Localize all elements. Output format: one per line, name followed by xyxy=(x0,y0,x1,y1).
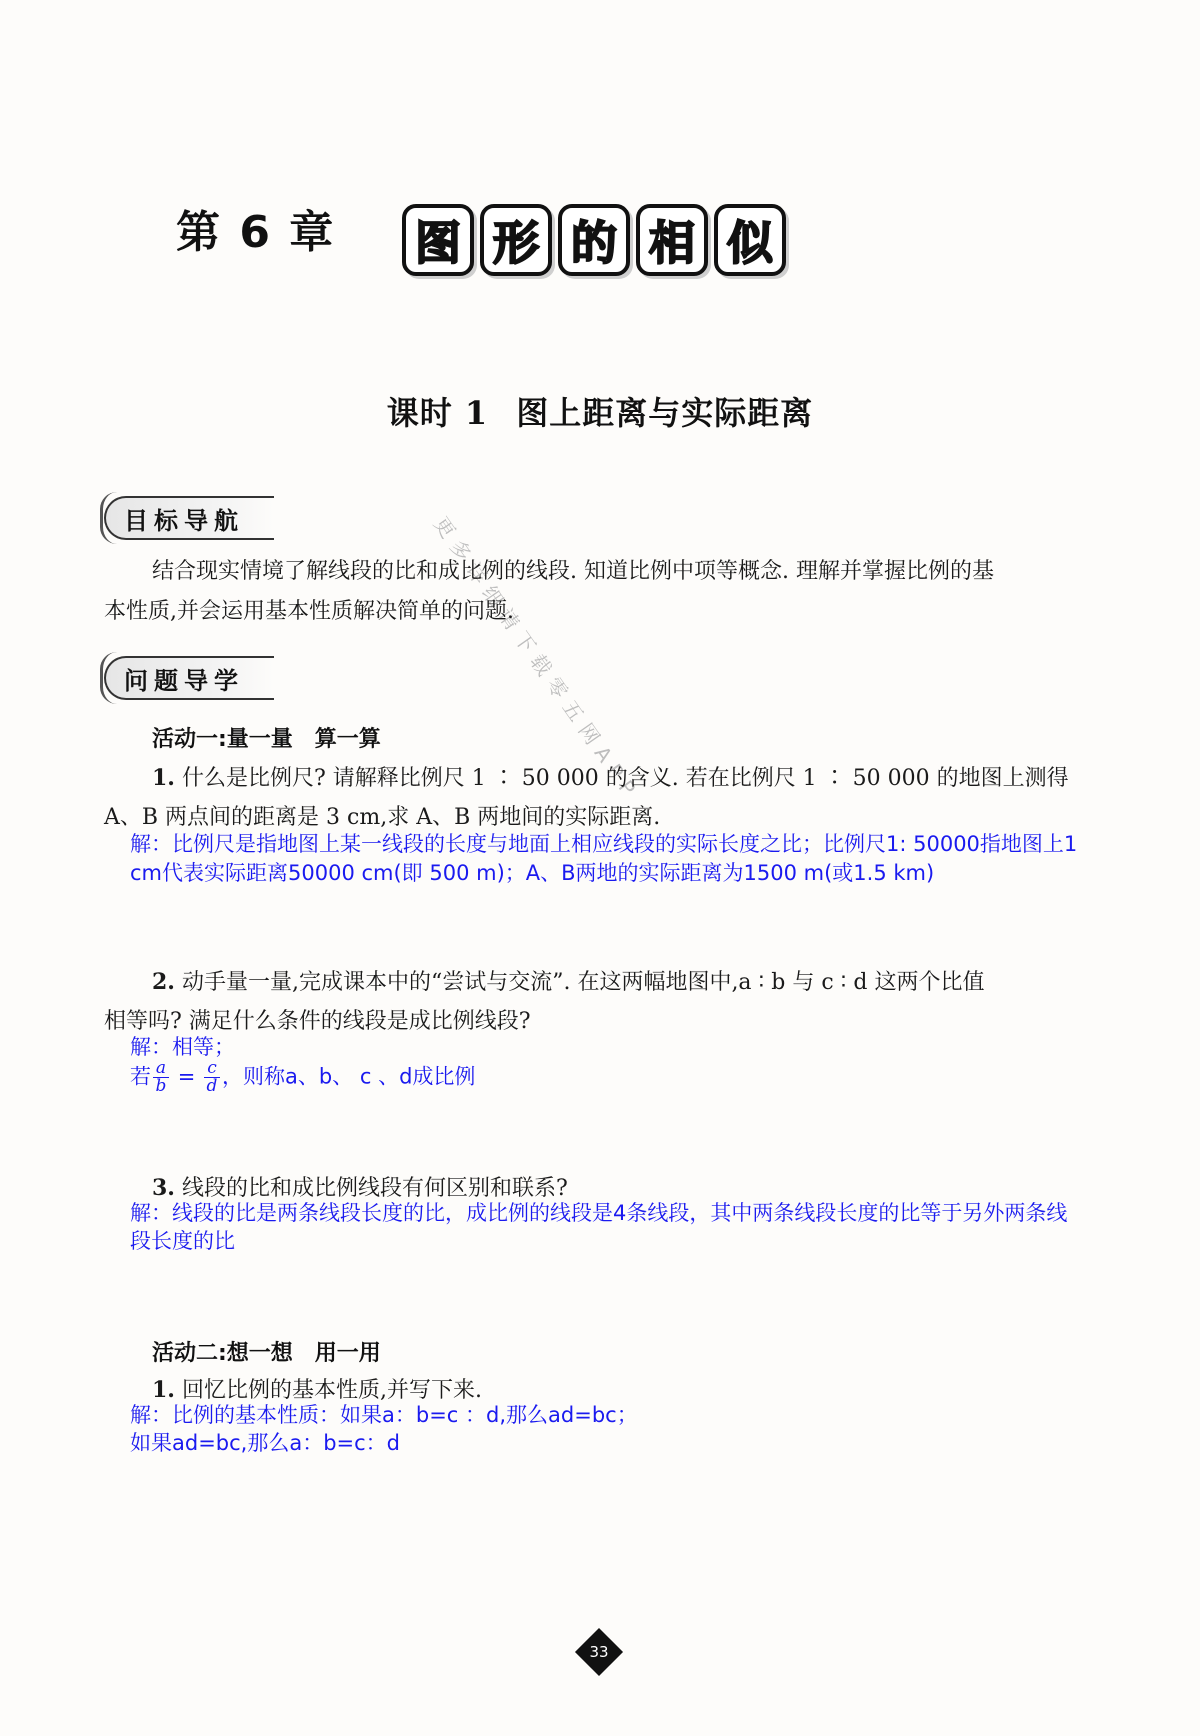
answer-2-line-2 xyxy=(130,1060,475,1095)
answer-1-line-2: cm代表实际距离50000 cm(即 500 m)；A、B两地的实际距离为1500 m(或1.5 km) xyxy=(130,861,935,885)
question-1-line-2: A、B 两点间的距离是 3 cm,求 A、B 两地间的实际距离. xyxy=(104,805,661,830)
chapter-title xyxy=(402,204,786,276)
answer-3-line-1: 解：线段的比是两条线段长度的比，成比例的线段是4条线段，其中两条线段长度的比等于另外两条线 xyxy=(130,1201,1068,1225)
page-number-badge xyxy=(580,1633,618,1671)
question-1-line-1 xyxy=(152,758,1069,799)
answer-prefix: 若 xyxy=(130,1064,151,1089)
question-2-line-2: 相等吗? 满足什么条件的线段是成比例线段? xyxy=(104,1009,531,1034)
watermark: 更多详细请下载零五网APP xyxy=(429,512,645,807)
question-text: 回忆比例的基本性质,并写下来. xyxy=(181,1378,482,1403)
section-tag-goal: 目标导航 xyxy=(104,496,274,540)
activity-1-title: 活动一:量一量 算一算 xyxy=(152,727,381,752)
chapter-title-char: 图 xyxy=(402,204,474,276)
fraction-c-over-d xyxy=(204,1060,220,1095)
chapter-number: 第 6 章 xyxy=(176,207,336,258)
goal-text-line-2: 本性质,并会运用基本性质解决简单的问题. xyxy=(104,599,514,624)
activity-2-title: 活动二:想一想 用一用 xyxy=(152,1341,381,1366)
question-number: 1. xyxy=(152,1377,175,1403)
chapter-title-char: 形 xyxy=(480,204,552,276)
activity-2-answer-line-2: 如果ad=bc,那么a：b=c：d xyxy=(130,1431,401,1455)
page-number: 33 xyxy=(589,1643,609,1661)
goal-text-line-1: 结合现实情境了解线段的比和成比例的线段. 知道比例中项等概念. 理解并掌握比例的基 xyxy=(152,559,994,584)
question-number: 3. xyxy=(152,1175,175,1201)
question-2-line-1 xyxy=(152,962,984,1003)
fraction-denominator: d xyxy=(206,1076,218,1096)
chapter-title-char: 似 xyxy=(714,204,786,276)
question-text: 什么是比例尺? 请解释比例尺 1 ∶ 50 000 的含义. 若在比例尺 1 ∶ 50 000 的地图上测得 xyxy=(181,766,1069,791)
question-text: 动手量一量,完成课本中的“尝试与交流”. 在这两幅地图中,a ∶ b 与 c ∶ d 这两个比值 xyxy=(181,970,985,995)
answer-2-line-1: 解：相等； xyxy=(130,1035,235,1059)
answer-1-line-1: 解：比例尺是指地图上某一线段的长度与地面上相应线段的实际长度之比；比例尺1: 50000指地图上1 xyxy=(130,832,1078,856)
fraction-numerator: c xyxy=(207,1058,217,1078)
equals-sign: = xyxy=(177,1064,196,1089)
fraction-denominator: b xyxy=(155,1076,167,1096)
lesson-label: 课时 1 xyxy=(386,394,489,432)
question-number: 2. xyxy=(152,969,175,995)
lesson-name: 图上距离与实际距离 xyxy=(516,394,814,432)
fraction-numerator: a xyxy=(155,1058,167,1078)
lesson-title xyxy=(0,388,1200,434)
question-number: 1. xyxy=(152,765,175,791)
activity-2-answer-line-1: 解：比例的基本性质：如果a：b=c ：d,那么ad=bc； xyxy=(130,1403,638,1427)
section-tag-problem: 问题导学 xyxy=(104,656,274,700)
question-text: 线段的比和成比例线段有何区别和联系? xyxy=(181,1176,568,1201)
answer-3-line-2: 段长度的比 xyxy=(130,1229,235,1253)
chapter-title-char: 相 xyxy=(636,204,708,276)
chapter-title-char: 的 xyxy=(558,204,630,276)
answer-suffix: ，则称a、b、 c 、d成比例 xyxy=(221,1064,476,1089)
fraction-a-over-b xyxy=(153,1060,169,1095)
